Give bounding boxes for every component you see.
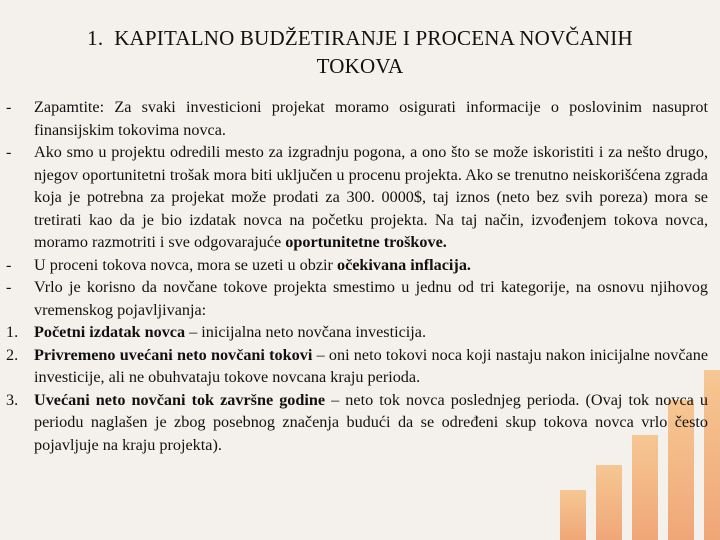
bullet-text: U proceni tokova novca, mora se uzeti u obzir xyxy=(34,255,337,274)
slide-title xyxy=(20,24,700,80)
title-number: 1. xyxy=(87,26,104,50)
numbered-item xyxy=(6,344,708,389)
bullet-bold-text: oportunitetne troškove. xyxy=(285,233,447,251)
slide-body xyxy=(6,96,708,456)
bullet-marker: - xyxy=(6,98,12,116)
title-text-2: TOKOVA xyxy=(316,54,404,78)
title-text-1: KAPITALNO BUDŽETIRANJE I PROCENA NOVČANIH xyxy=(114,26,633,50)
bullet-item xyxy=(6,141,708,254)
numbered-marker: 2. xyxy=(6,345,19,364)
bar-2 xyxy=(596,465,622,540)
numbered-bold-text: Uvećani neto novčani tok završne godine xyxy=(34,390,326,409)
numbered-item xyxy=(6,321,708,344)
numbered-text: – inicijalna neto novčana investicija. xyxy=(185,323,427,341)
numbered-item xyxy=(6,389,708,457)
bar-1 xyxy=(560,490,586,540)
bullet-item xyxy=(6,254,708,277)
bullet-text: Vrlo je korisno da novčane tokove projekta smestimo u jednu od tri kategorije, na osnovu njihovog vremenskog pojavljivanja: xyxy=(34,278,708,319)
numbered-text: – oni neto tokovi noca koji nastaju nakon inicijalne novčane investicije, ali ne obuhvataju tokove novcana kraju perioda. xyxy=(34,345,708,386)
numbered-text: – neto tok novca poslednjeg perioda. (Ovaj tok novca u periodu naglašen je zbog posebnog značenja budući da se određeni skup tokova novca vrlo često pojavljuje na kraju projekta). xyxy=(34,390,708,454)
bullet-item xyxy=(6,96,708,141)
numbered-marker: 1. xyxy=(6,323,19,341)
bullet-marker: - xyxy=(6,143,12,161)
numbered-marker: 3. xyxy=(6,390,19,409)
title-line-1 xyxy=(20,24,700,52)
bullet-marker: - xyxy=(6,278,12,296)
numbered-bold-text: Privremeno uvećani neto novčani tokovi xyxy=(34,345,313,364)
bullet-bold-text: očekivana inflacija. xyxy=(336,255,471,274)
bullet-item xyxy=(6,276,708,321)
bullet-marker: - xyxy=(6,255,12,274)
numbered-bold-text: Početni izdatak novca xyxy=(34,323,186,341)
bullet-text: Zapamtite: Za svaki investicioni projekat moramo osigurati informacije o poslovinim nasuprot finansijskim tokovima novca. xyxy=(34,98,708,139)
bullet-text: Ako smo u projektu odredili mesto za izgradnju pogona, a ono što se može iskoristiti i za nešto drugo, njegov oportunitetni trošak mora biti uključen u procenu projekta. Ako se trenutno neiskorišćena zgrada koja je potrebna za projekat može prodati za 300. 0000$, taj iznos (neto bez svih poreza) mora se tretirati kao da je bio izdatak novca na početku projekta. Na taj način, izvođenjem tokova novca, moramo razmotriti i sve odgovarajuće xyxy=(34,143,708,251)
